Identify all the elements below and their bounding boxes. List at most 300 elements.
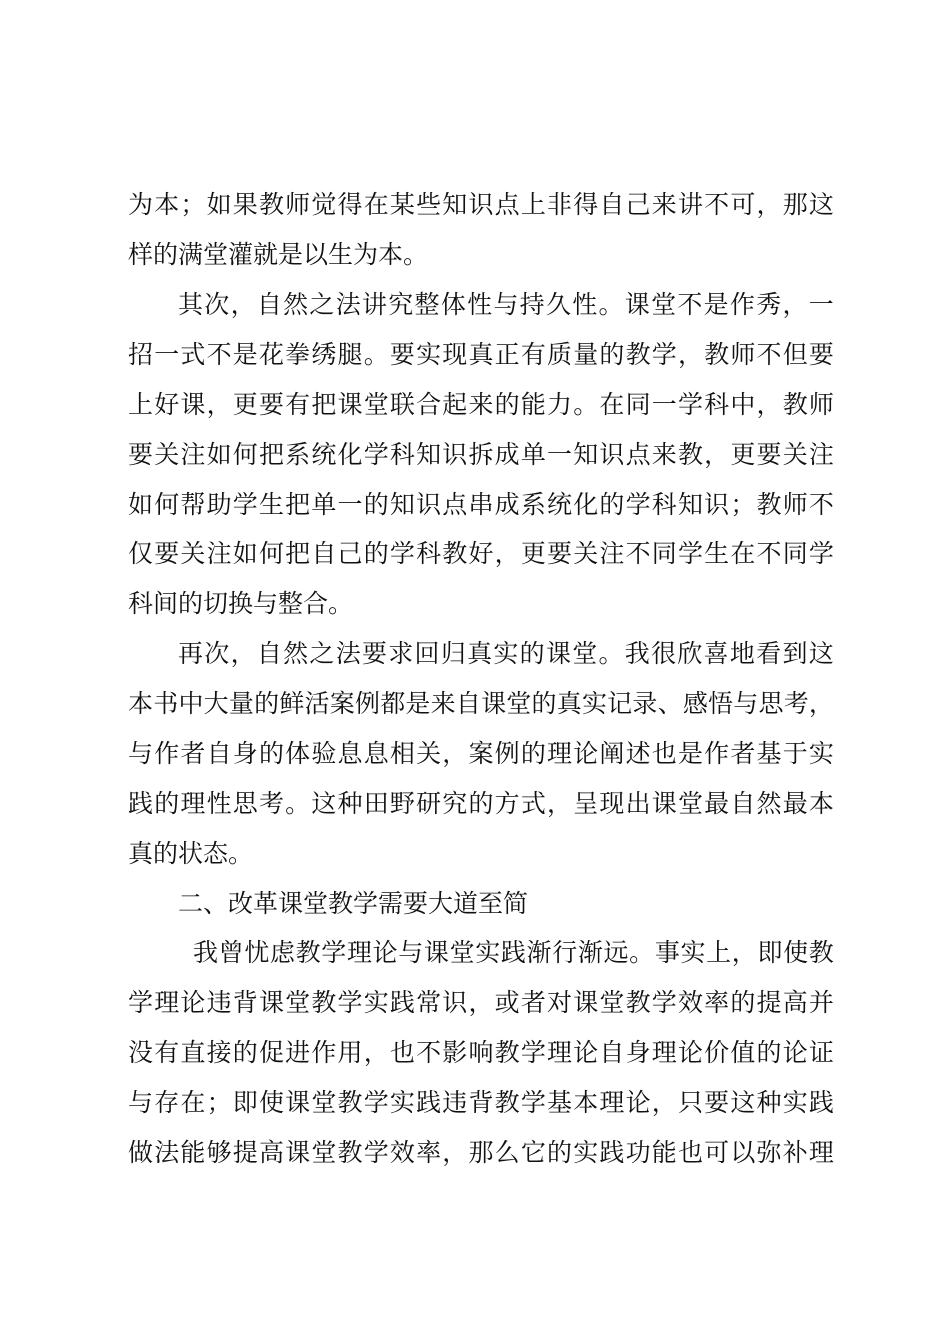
text-glyph: 这	[730, 1088, 756, 1117]
text-glyph: 量	[573, 340, 599, 369]
text-glyph: 注	[180, 440, 206, 469]
text-glyph: 量	[228, 689, 254, 718]
text-glyph: 不	[625, 539, 651, 568]
text-glyph: 者	[730, 739, 756, 768]
text-glyph: 有	[154, 1038, 180, 1067]
text-glyph: 课	[258, 988, 284, 1017]
text-glyph: 研	[416, 789, 442, 818]
text-glyph: 方	[494, 789, 520, 818]
text-glyph: 来	[468, 390, 494, 419]
text-glyph: 实	[808, 739, 834, 768]
text-glyph: 归	[440, 639, 466, 668]
text-glyph: 例	[354, 689, 380, 718]
text-line: 样的满堂灌就是以生为本。	[128, 240, 429, 269]
text-glyph: 促	[258, 1038, 284, 1067]
text-glyph: 野	[389, 789, 415, 818]
text-glyph: 法	[335, 639, 361, 668]
text-glyph: 响	[468, 1038, 494, 1067]
text-glyph: 。	[598, 290, 624, 319]
text-glyph: 一	[154, 340, 180, 369]
text-glyph: 把	[258, 440, 284, 469]
text-glyph: 何	[232, 440, 258, 469]
text-glyph: ，	[230, 639, 256, 668]
text-glyph: 识	[704, 490, 730, 519]
text-glyph: 背	[232, 988, 258, 1017]
text-glyph: ，	[731, 938, 757, 967]
text-glyph: 能	[651, 1138, 677, 1167]
text-glyph: 力	[547, 390, 573, 419]
text-glyph: 身	[625, 1038, 651, 1067]
text-glyph: 实	[680, 938, 706, 967]
text-glyph: 弥	[756, 1138, 782, 1167]
text-glyph: 那	[782, 190, 808, 219]
text-glyph: 教	[311, 988, 337, 1017]
text-glyph: 使	[258, 1088, 284, 1117]
text-glyph: 如	[206, 440, 232, 469]
text-glyph: 有	[285, 390, 311, 419]
text-glyph: 关	[154, 440, 180, 469]
text-glyph: 可	[730, 190, 756, 219]
text-glyph: 自	[311, 539, 337, 568]
text-glyph: 次	[204, 639, 230, 668]
text-glyph: 也	[389, 1038, 415, 1067]
text-glyph: 或	[494, 988, 520, 1017]
text-glyph: 证	[808, 1038, 834, 1067]
text-glyph: 的	[363, 539, 389, 568]
text-glyph: 堂	[449, 938, 475, 967]
text-glyph: 仅	[128, 539, 154, 568]
text-glyph: 使	[783, 938, 809, 967]
text-glyph: 某	[389, 190, 415, 219]
text-glyph: 在	[363, 190, 389, 219]
text-glyph: ，	[704, 440, 730, 469]
text-glyph: 教	[808, 938, 834, 967]
text-glyph: 助	[206, 490, 232, 519]
text-glyph: 秀	[756, 290, 782, 319]
text-glyph: 也	[651, 739, 677, 768]
text-glyph: 我	[193, 938, 219, 967]
text-glyph: 帮	[180, 490, 206, 519]
text-glyph: 学	[363, 1138, 389, 1167]
text-glyph: 率	[416, 1138, 442, 1167]
text-glyph: 绣	[311, 340, 337, 369]
text-glyph: 科	[704, 390, 730, 419]
text-glyph: 教	[442, 539, 468, 568]
text-glyph: 中	[178, 689, 204, 718]
text-glyph: 课	[423, 938, 449, 967]
text-glyph: 讲	[677, 190, 703, 219]
text-glyph: 出	[625, 789, 651, 818]
text-line	[128, 485, 834, 525]
text-glyph: 违	[442, 1088, 468, 1117]
text-glyph: 课	[545, 639, 571, 668]
text-glyph: 息	[363, 739, 389, 768]
text-glyph: 同	[782, 539, 808, 568]
text-glyph: 并	[808, 988, 834, 1017]
text-glyph: 本	[154, 190, 180, 219]
text-glyph: 联	[389, 390, 415, 419]
text-glyph: 把	[285, 490, 311, 519]
text-glyph: 知	[677, 490, 703, 519]
text-glyph: 师	[808, 390, 834, 419]
text-glyph: 的	[599, 490, 625, 519]
text-glyph: 何	[154, 490, 180, 519]
text-glyph: 理	[154, 988, 180, 1017]
text-glyph: 是	[677, 739, 703, 768]
text-glyph: 关	[180, 539, 206, 568]
text-glyph: 在	[599, 390, 625, 419]
text-glyph: 地	[729, 639, 755, 668]
text-glyph: 教	[782, 390, 808, 419]
text-glyph: 知	[416, 440, 442, 469]
text-glyph: 违	[206, 988, 232, 1017]
text-glyph: 效	[389, 1138, 415, 1167]
text-glyph: 相	[389, 739, 415, 768]
text-glyph: 堂	[363, 390, 389, 419]
text-glyph: 够	[206, 1138, 232, 1167]
text-glyph: 科	[416, 539, 442, 568]
text-glyph: 感	[682, 689, 708, 718]
text-line: 科间的切换与整合。	[128, 589, 354, 618]
text-glyph: ，	[230, 290, 256, 319]
text-glyph: 注	[808, 440, 834, 469]
text-glyph: 身	[232, 739, 258, 768]
text-glyph: 之	[309, 290, 335, 319]
text-glyph: 价	[704, 1038, 730, 1067]
text-glyph: 体	[285, 739, 311, 768]
text-glyph: 基	[547, 1088, 573, 1117]
text-glyph: 教	[295, 938, 321, 967]
text-glyph: 成	[494, 490, 520, 519]
text-glyph: 堂	[651, 290, 677, 319]
text-glyph: 中	[730, 390, 756, 419]
text-glyph: 理	[547, 739, 573, 768]
text-glyph: 堂	[285, 988, 311, 1017]
text-glyph: 很	[651, 639, 677, 668]
text-glyph: 统	[311, 440, 337, 469]
text-glyph: 进	[285, 1038, 311, 1067]
section-heading: 二、改革课堂教学需要大道至简	[178, 889, 529, 918]
text-glyph: 做	[128, 1138, 154, 1167]
text-glyph: 识	[599, 440, 625, 469]
text-line	[128, 784, 834, 824]
text-glyph: 没	[128, 1038, 154, 1067]
text-glyph: 上	[520, 190, 546, 219]
text-glyph: 喜	[703, 639, 729, 668]
text-glyph: 教	[625, 340, 651, 369]
text-glyph: 论	[625, 1088, 651, 1117]
text-glyph: ，	[363, 1038, 389, 1067]
text-line	[128, 435, 834, 475]
text-glyph: 背	[468, 1088, 494, 1117]
text-glyph: 学	[520, 1088, 546, 1117]
text-glyph: 识	[468, 190, 494, 219]
text-line	[128, 1083, 834, 1123]
text-glyph: 注	[206, 539, 232, 568]
text-glyph: 其	[178, 290, 204, 319]
text-glyph: 要	[128, 440, 154, 469]
text-glyph: 学	[232, 490, 258, 519]
text-glyph: 正	[494, 340, 520, 369]
text-glyph: 论	[372, 938, 398, 967]
text-glyph: 实	[573, 1138, 599, 1167]
text-glyph: 教	[258, 190, 284, 219]
text-glyph: 化	[337, 440, 363, 469]
text-glyph: 的	[531, 689, 557, 718]
text-glyph: 课	[573, 988, 599, 1017]
text-glyph: 拳	[285, 340, 311, 369]
text-glyph: 述	[625, 739, 651, 768]
text-glyph: 己	[625, 190, 651, 219]
text-glyph: 上	[128, 390, 154, 419]
text-glyph: 学	[363, 440, 389, 469]
text-glyph: 要	[389, 340, 415, 369]
text-glyph: 学	[389, 539, 415, 568]
text-glyph: 提	[232, 1138, 258, 1167]
text-glyph: 忧	[244, 938, 270, 967]
text-glyph: 识	[442, 988, 468, 1017]
text-glyph: 高	[782, 988, 808, 1017]
text-glyph: 息	[337, 739, 363, 768]
text-glyph: 腿	[337, 340, 363, 369]
text-line: 真的状态。	[128, 839, 254, 868]
text-glyph: 自	[455, 689, 481, 718]
text-glyph: 的	[730, 988, 756, 1017]
text-glyph: 真	[556, 689, 582, 718]
text-glyph: 值	[730, 1038, 756, 1067]
text-glyph: 式	[520, 789, 546, 818]
text-glyph: 要	[154, 539, 180, 568]
text-glyph: 合	[416, 390, 442, 419]
text-glyph: ，	[442, 739, 468, 768]
text-glyph: 学	[625, 490, 651, 519]
text-glyph: 好	[154, 390, 180, 419]
text-glyph: 这	[808, 190, 834, 219]
text-glyph: 看	[756, 639, 782, 668]
text-glyph: 不	[808, 490, 834, 519]
text-glyph: 生	[704, 539, 730, 568]
text-glyph: 的	[154, 789, 180, 818]
text-glyph: 不	[416, 1038, 442, 1067]
text-glyph: 持	[519, 290, 545, 319]
text-glyph: 论	[782, 1038, 808, 1067]
text-glyph: 成	[494, 440, 520, 469]
text-glyph: 的	[519, 639, 545, 668]
text-glyph: 更	[730, 440, 756, 469]
text-glyph: 如	[206, 190, 232, 219]
text-glyph: 要	[258, 390, 284, 419]
text-glyph: 。	[629, 938, 655, 967]
text-glyph: 真	[468, 340, 494, 369]
text-glyph: 点	[494, 190, 520, 219]
text-glyph: 教	[704, 340, 730, 369]
paragraph-first-line	[178, 634, 834, 674]
text-glyph: 要	[808, 340, 834, 369]
text-glyph: ，	[651, 1088, 677, 1117]
text-glyph: 理	[180, 789, 206, 818]
text-glyph: 堂	[572, 639, 598, 668]
text-glyph: ，	[756, 390, 782, 419]
text-glyph: 科	[651, 490, 677, 519]
text-glyph: 它	[520, 1138, 546, 1167]
text-glyph: 是	[703, 290, 729, 319]
text-glyph: 践	[599, 1138, 625, 1167]
text-glyph: 大	[203, 689, 229, 718]
text-glyph: 非	[547, 190, 573, 219]
text-glyph: 都	[380, 689, 406, 718]
text-glyph: 曾	[218, 938, 244, 967]
text-glyph: 讲	[361, 290, 387, 319]
text-glyph: 种	[756, 1088, 782, 1117]
text-glyph: 如	[128, 490, 154, 519]
text-glyph: 的	[547, 1138, 573, 1167]
text-glyph: 存	[154, 1088, 180, 1117]
text-glyph: 的	[468, 789, 494, 818]
text-glyph: 理	[547, 1038, 573, 1067]
text-line	[128, 335, 834, 375]
text-line	[128, 1033, 834, 1073]
text-glyph: 补	[782, 1138, 808, 1167]
text-glyph: 学	[337, 988, 363, 1017]
text-glyph: 一	[547, 440, 573, 469]
text-glyph: 花	[258, 340, 284, 369]
text-glyph: 是	[232, 340, 258, 369]
text-glyph: 作	[311, 1038, 337, 1067]
text-glyph: 不	[756, 340, 782, 369]
text-glyph: 阐	[599, 739, 625, 768]
text-glyph: 即	[232, 1088, 258, 1117]
text-glyph: 与	[128, 739, 154, 768]
text-glyph: 要	[756, 440, 782, 469]
text-glyph: 科	[389, 440, 415, 469]
text-glyph: 师	[782, 490, 808, 519]
text-glyph: 实	[389, 1088, 415, 1117]
text-glyph: 与	[493, 290, 519, 319]
text-glyph: ；	[206, 1088, 232, 1117]
text-glyph: 只	[677, 1088, 703, 1117]
text-glyph: 课	[481, 689, 507, 718]
text-glyph: 性	[572, 290, 598, 319]
text-glyph: ，	[468, 988, 494, 1017]
text-glyph: 那	[468, 1138, 494, 1167]
text-glyph: 思	[232, 789, 258, 818]
text-glyph: ，	[494, 539, 520, 568]
text-glyph: 与	[733, 689, 759, 718]
text-glyph: 实	[416, 340, 442, 369]
text-glyph: 学	[128, 988, 154, 1017]
text-glyph: 考	[783, 689, 809, 718]
text-glyph: 呈	[573, 789, 599, 818]
text-glyph: 一	[337, 490, 363, 519]
text-glyph: 关	[416, 739, 442, 768]
text-glyph: 招	[128, 340, 154, 369]
text-glyph: 有	[520, 340, 546, 369]
text-glyph: 行	[552, 938, 578, 967]
text-glyph: 最	[782, 789, 808, 818]
text-glyph: 课	[285, 1088, 311, 1117]
text-glyph: 本	[128, 689, 154, 718]
text-glyph: 然	[283, 290, 309, 319]
text-glyph: 自	[256, 639, 282, 668]
text-glyph: 常	[416, 988, 442, 1017]
text-glyph: 者	[520, 988, 546, 1017]
text-glyph: 来	[651, 440, 677, 469]
text-glyph: 如	[232, 539, 258, 568]
text-glyph: 一	[651, 390, 677, 419]
paragraph-first-line	[193, 933, 834, 973]
text-glyph: 于	[782, 739, 808, 768]
text-glyph: 体	[440, 290, 466, 319]
text-glyph: 学	[808, 539, 834, 568]
text-glyph: ，	[442, 1138, 468, 1167]
text-glyph: 何	[258, 539, 284, 568]
text-glyph: 田	[363, 789, 389, 818]
text-glyph: 实	[782, 1088, 808, 1117]
text-glyph: 同	[651, 539, 677, 568]
text-glyph: 种	[337, 789, 363, 818]
text-glyph: 整	[414, 290, 440, 319]
text-glyph: 自	[599, 190, 625, 219]
text-glyph: 的	[599, 340, 625, 369]
text-glyph: 课	[651, 789, 677, 818]
text-glyph: 活	[304, 689, 330, 718]
text-glyph: 更	[520, 539, 546, 568]
text-glyph: 践	[500, 938, 526, 967]
text-glyph: 考	[258, 789, 284, 818]
text-glyph: 直	[180, 1038, 206, 1067]
text-glyph: 是	[405, 689, 431, 718]
text-glyph: 与	[398, 938, 424, 967]
text-glyph: 可	[704, 1138, 730, 1167]
text-glyph: 系	[285, 440, 311, 469]
text-glyph: 这	[311, 789, 337, 818]
text-glyph: 再	[178, 639, 204, 668]
text-glyph: 回	[414, 639, 440, 668]
text-glyph: 师	[730, 340, 756, 369]
text-glyph: 来	[651, 190, 677, 219]
text-glyph: 学	[677, 539, 703, 568]
text-glyph: 得	[573, 190, 599, 219]
text-glyph: 率	[704, 988, 730, 1017]
text-glyph: 论	[180, 988, 206, 1017]
text-glyph: 把	[285, 539, 311, 568]
text-glyph: 实	[475, 938, 501, 967]
text-glyph: 践	[416, 1088, 442, 1117]
text-glyph: 己	[337, 539, 363, 568]
text-glyph: 教	[677, 440, 703, 469]
text-glyph: 基	[756, 739, 782, 768]
text-glyph: 书	[153, 689, 179, 718]
text-glyph: 接	[206, 1038, 232, 1067]
text-glyph: 式	[180, 340, 206, 369]
text-glyph: 拆	[468, 440, 494, 469]
text-glyph: 单	[311, 490, 337, 519]
text-glyph: 要	[704, 1088, 730, 1117]
text-glyph: 教	[625, 988, 651, 1017]
text-glyph: 本	[573, 1088, 599, 1117]
text-glyph: 识	[416, 490, 442, 519]
text-glyph: 录	[632, 689, 658, 718]
text-glyph: 性	[467, 290, 493, 319]
text-glyph: 化	[573, 490, 599, 519]
text-glyph: 统	[547, 490, 573, 519]
text-glyph: 本	[808, 789, 834, 818]
text-glyph: ；	[180, 190, 206, 219]
text-glyph: 不	[206, 340, 232, 369]
text-glyph: 自	[206, 739, 232, 768]
text-glyph: 性	[206, 789, 232, 818]
text-glyph: 之	[309, 639, 335, 668]
